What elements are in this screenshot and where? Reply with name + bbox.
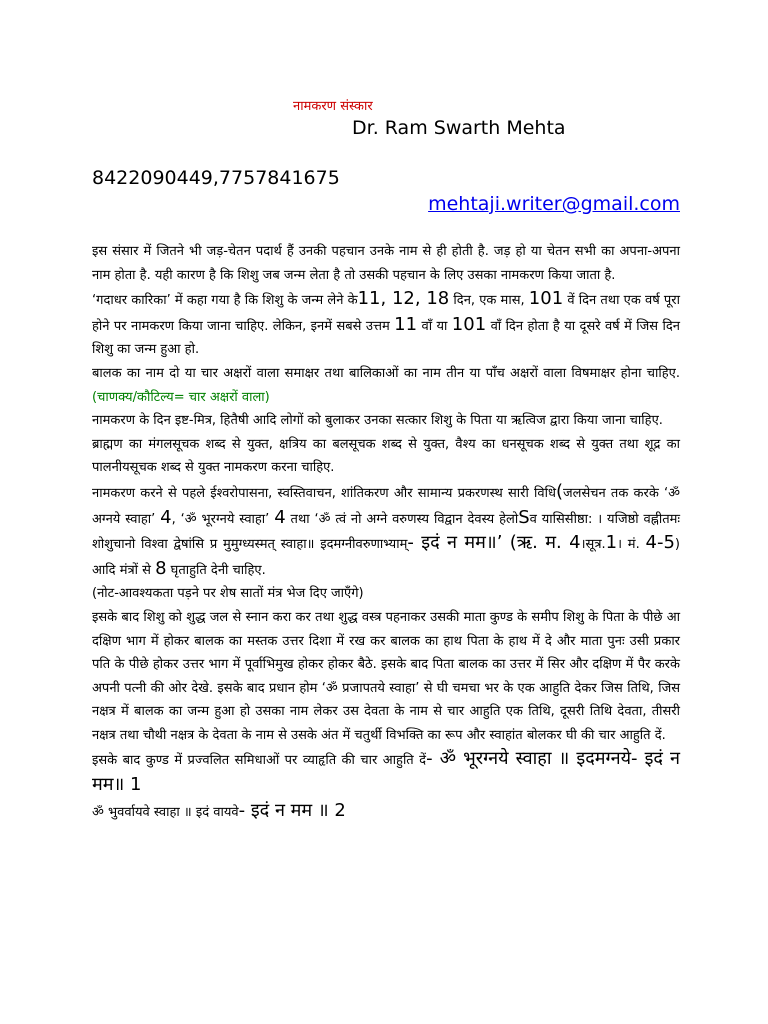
text-span: । मं. <box>617 537 646 553</box>
number-span: 4 <box>274 506 286 528</box>
text-span: , ‘ॐ भूरग्नये स्वाहा’ <box>171 511 275 527</box>
number-span: 11 <box>394 313 418 335</box>
number-span: 2 <box>334 799 346 821</box>
text-span: बालक का नाम दो या चार अक्षरों वाला समाक्षर तथा बालिकाओं का नाम तीन या पाँच अक्षरों वाला विषमाक्षर होना चाहिए. <box>92 365 680 381</box>
paragraph-oblation-1 <box>92 747 680 798</box>
number-span: 1 <box>130 774 142 796</box>
text-span: व यासिसीष्ठा: । यजिष्ठो वह्नीतमः शोशुचानो विश्वा द्वेषांसि प्र मुमुग्ध्यस्मत् स्वाहा॥ इदमग्नीवरुणाभ्याम् <box>92 511 680 553</box>
paragraph-ritual <box>92 480 680 582</box>
text-span: ।सूत्र. <box>580 537 606 553</box>
green-note: (चाणक्य/कौटिल्य= चार अक्षरों वाला) <box>92 389 270 405</box>
email-link[interactable]: mehtaji.writer@gmail.com <box>428 193 680 215</box>
paren-span: ( <box>555 480 564 502</box>
text-span: दिन, एक मास, <box>449 293 529 309</box>
number-span: 4-5 <box>645 532 675 554</box>
paragraph-name-letters <box>92 362 680 409</box>
number-span: 4 <box>569 532 581 554</box>
text-span: ॐ भुवर्वायवे स्वाहा ॥ इदं वायवे <box>92 804 239 820</box>
paragraph-days <box>92 287 680 362</box>
avagraha-span: S <box>518 506 530 528</box>
document-body <box>92 240 680 824</box>
text-span: वाँ दिन होता है या दूसरे वर्ष में जिस दिन शिशु का जन्म हुआ हो. <box>92 318 680 358</box>
text-span: घृताहुति देनी चाहिए. <box>166 562 266 578</box>
paragraph-oblation-2 <box>92 799 680 825</box>
document-title: नामकरण संस्कार <box>293 99 373 114</box>
paragraph-intro: इस संसार में जितने भी जड़-चेतन पदार्थ हैं उनकी पहचान उनके नाम से ही होती है. जड़ हो या चेतन सभी का अपना-अपना नाम होता है. यही कारण है कि शिशु जब जन्म लेता है तो उसकी पहचान के लिए उसका नामकरण किया जाता है. <box>92 244 680 283</box>
number-span: 4 <box>160 506 172 528</box>
ref-span: (ऋ. म. <box>509 532 570 554</box>
text-span: जलसेचन तक करके ‘ॐ अग्नये स्वाहा’ <box>92 485 680 527</box>
number-span: 8 <box>155 557 167 579</box>
number-span: 101 <box>528 288 564 310</box>
text-span: तथा ‘ॐ त्वं नो अग्ने वरुणस्य विद्वान देवस्य हेलो <box>285 511 519 527</box>
paragraph-varna: ब्राह्मण का मंगलसूचक शब्द से युक्त, क्षत्रिय का बलसूचक शब्द से युक्त, वैश्य का धनसूचक शब्द से युक्त तथा शूद्र का पालनीयसूचक शब्द से युक्त नामकरण करना चाहिए. <box>92 436 680 476</box>
text-span: ) आदि मंत्रों से <box>92 537 680 578</box>
dash-span: - इदं न मम॥’ <box>407 532 510 554</box>
number-span: 101 <box>451 313 487 335</box>
text-span: वाँ या <box>417 318 452 334</box>
paragraph-note: (नोट-आवश्यकता पड़ने पर शेष सातों मंत्र भेज दिए जाएँगे) <box>92 586 364 602</box>
dash-span: - इदं न मम ॥ <box>238 799 335 821</box>
text-span: इसके बाद कुण्ड में प्रज्वलित समिधाओं पर व्याहृति की चार आहुति दें <box>92 753 427 769</box>
text-span: वें दिन तथा एक वर्ष पूरा होने पर नामकरण किया जाना चाहिए. लेकिन, इनमें सबसे उत्तम <box>92 293 680 334</box>
number-span: 1 <box>605 532 618 554</box>
paragraph-guests: नामकरण के दिन इष्ट-मित्र, हितैषी आदि लोगों को बुलाकर उनका सत्कार शिशु के पिता या ऋत्विज द्वारा किया जाना चाहिए. <box>92 413 663 429</box>
dash-span: - इदं न मम॥ <box>92 748 680 796</box>
phone-numbers: 8422090449,7757841675 <box>92 167 340 189</box>
author-name: Dr. Ram Swarth Mehta <box>352 117 566 139</box>
text-span: ‘गदाधर कारिका’ में कहा गया है कि शिशु के जन्म लेने के <box>92 293 358 309</box>
dash-span: - ॐ भूरग्नये स्वाहा ॥ इदमग्नये <box>426 748 632 770</box>
paragraph-procedure: इसके बाद शिशु को शुद्ध जल से स्नान करा कर तथा शुद्ध वस्त्र पहनाकर उसकी माता कुण्ड के समीप शिशु के पिता के पीछे आ दक्षिण भाग में होकर बालक का मस्तक उत्तर दिशा में रख कर बालक का हाथ पिता के हाथ में दे और माता पुनः उसी प्रकार पति के पीछे होकर उत्तर भाग में पूर्वाभिमुख होकर होकर बैठे. इसके बाद पिता बालक का उत्तर में सिर और दक्षिण में पैर करके अपनी पत्नी की ओर देखे. इसके बाद प्रधान होम ‘ॐ प्रजापतये स्वाहा’ से घी चमचा भर के एक आहुति देकर जिस तिथि, जिस नक्षत्र में बालक का जन्म हुआ हो उसका नाम लेकर उस देवता के नाम से चार आहुति एक तिथि, दूसरी तिथि देवता, तीसरी नक्षत्र तथा चौथी नक्षत्र के देवता के नाम से उसके अंत में चतुर्थी विभक्ति का रूप और स्वाहांत बोलकर घी की चार आहुति दें. <box>92 609 680 743</box>
number-span: 11, 12, 18 <box>357 288 450 310</box>
text-span: नामकरण करने से पहले ईश्वरोपासना, स्वस्तिवाचन, शांतिकरण और सामान्य प्रकरणस्थ सारी विधि <box>92 485 556 501</box>
